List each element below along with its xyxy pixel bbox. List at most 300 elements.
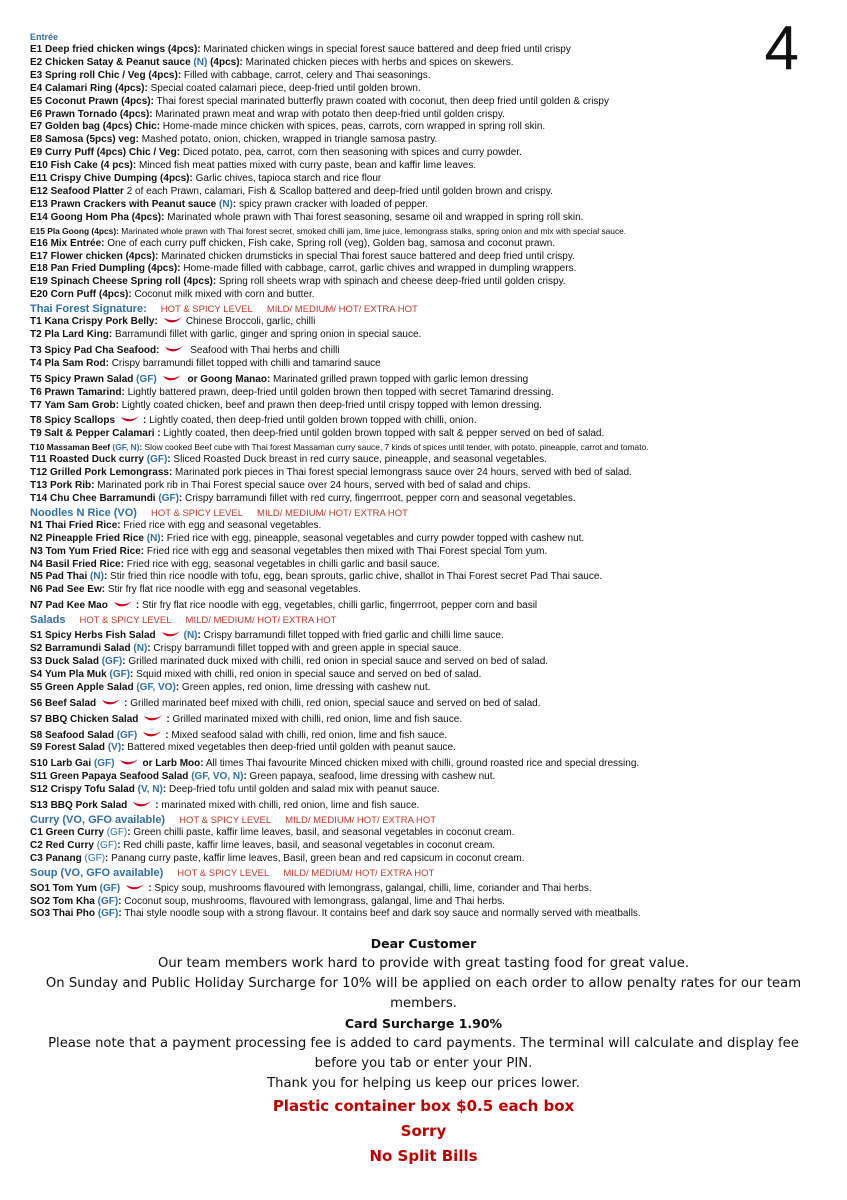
- item-description: Grilled marinated beef mixed with chilli, red onion, special sauce and served on bed of salad.: [127, 697, 541, 709]
- menu-item: [30, 160, 820, 173]
- section-title: Thai Forest Signature:: [30, 303, 147, 316]
- menu-item: [30, 758, 820, 771]
- menu-item: [30, 827, 820, 840]
- item-description: Marinated whole prawn with Thai forest seasoning, sesame oil and wrapped in spring roll skin.: [164, 211, 584, 223]
- menu-item: [30, 454, 820, 467]
- item-code: E15: [30, 225, 45, 236]
- item-name: Spicy Prawn Salad: [44, 373, 134, 385]
- menu-item: [30, 121, 820, 134]
- item-code: E5: [30, 95, 43, 107]
- item-code: E19: [30, 276, 48, 288]
- item-code: S12: [30, 784, 48, 796]
- item-code: E7: [30, 121, 43, 133]
- item-code: N5: [30, 571, 43, 583]
- item-name-suffix: :: [148, 882, 152, 894]
- item-name: Prawn Crackers with Peanut sauce: [50, 198, 217, 210]
- item-description: Coconut milk mixed with corn and butter.: [131, 289, 315, 301]
- menu-item: [30, 643, 820, 656]
- menu-item: [30, 800, 820, 813]
- page-number: 4: [764, 14, 799, 83]
- item-name: Yam Sam Grob:: [44, 399, 119, 411]
- item-code: E11: [30, 173, 48, 185]
- item-name-suffix: :: [165, 729, 169, 741]
- item-name: Red Curry: [45, 839, 94, 851]
- item-name: Grilled Pork Lemongrass:: [50, 467, 173, 479]
- item-name: Prawn Tornado (4pcs):: [45, 108, 153, 120]
- menu-item: [30, 698, 820, 711]
- item-code: T14: [30, 492, 48, 504]
- item-name-suffix: :: [127, 826, 131, 838]
- item-name-suffix: :: [117, 839, 121, 851]
- item-description: Seafood with Thai herbs and chilli: [187, 344, 340, 356]
- menu-item: [30, 251, 820, 264]
- menu-item: [30, 70, 820, 83]
- item-code: T11: [30, 454, 47, 466]
- menu-item: [30, 289, 820, 302]
- dietary-tag: (GF): [109, 668, 131, 680]
- menu-item: [30, 896, 820, 909]
- menu-item: [30, 600, 820, 613]
- item-code: E8: [30, 134, 43, 146]
- customer-notice: [30, 934, 817, 1169]
- menu-item: [30, 467, 820, 480]
- chilli-icon: [125, 883, 145, 892]
- item-code: T3: [30, 344, 42, 356]
- item-name: Duck Salad: [45, 655, 99, 667]
- menu-item: [30, 493, 820, 506]
- item-code: E2: [30, 56, 43, 68]
- item-code: C1: [30, 826, 43, 838]
- item-description: Spring roll sheets wrap with spinach and cheese deep-fried until golden crispy.: [216, 276, 566, 288]
- container-fee-notice: Plastic container box $0.5 each box: [272, 1097, 575, 1115]
- item-name: Deep fried chicken wings (4pcs):: [45, 44, 201, 55]
- item-description: Mixed seafood salad with chilli, red onion, lime and fish sauce.: [168, 729, 448, 741]
- menu-item: [30, 520, 820, 533]
- item-code: T12: [30, 467, 48, 479]
- menu-item: [30, 908, 820, 921]
- menu-item: [30, 147, 820, 160]
- menu-list: [30, 30, 820, 921]
- item-name: Goong Hom Pha (4pcs):: [50, 211, 165, 223]
- item-name: Chicken Satay & Peanut sauce: [45, 56, 191, 68]
- item-description: Slow cooked Beef cube with Thai forest Massaman curry sauce, 7 kinds of spices until tender, with potato, pineapple, carrot and tomato.: [142, 442, 649, 453]
- item-code: C3: [30, 852, 43, 864]
- item-name: Green Papaya Seafood Salad: [50, 771, 189, 783]
- spice-level-label: HOT & SPICY LEVEL: [79, 615, 172, 627]
- menu-item: [30, 883, 820, 896]
- section-title: Noodles N Rice (VO): [30, 506, 137, 519]
- menu-item: [30, 345, 820, 358]
- item-description: Marinated pork pieces in Thai forest special lemongrass sauce over 24 hours, served with bed of salad.: [172, 467, 632, 479]
- spice-level-label: HOT & SPICY LEVEL: [179, 814, 272, 826]
- dietary-tag: (GF): [146, 454, 168, 466]
- chilli-icon: [120, 415, 140, 424]
- dietary-tag: (GF): [101, 655, 123, 667]
- item-name: Pla Goong (4pcs):: [47, 225, 119, 236]
- item-name: Thai Fried Rice:: [45, 519, 121, 531]
- item-code: T6: [30, 386, 42, 398]
- item-name: Pla Sam Rod:: [44, 357, 109, 369]
- menu-item: [30, 44, 820, 57]
- item-name: Thai Pho: [52, 908, 96, 920]
- item-description: spicy prawn cracker with loaded of pepper.: [236, 198, 428, 210]
- dietary-tag: (N): [218, 198, 233, 210]
- item-name: Prawn Tamarind:: [44, 386, 125, 398]
- dietary-tag: (N): [133, 643, 148, 655]
- item-code: N6: [30, 584, 43, 596]
- item-code: SO2: [30, 895, 51, 907]
- menu-item: [30, 374, 820, 387]
- menu-item: [30, 225, 820, 238]
- item-description: Lightly coated, then deep-fried until golden brown topped with chilli, onion.: [146, 415, 477, 427]
- menu-item: [30, 276, 820, 289]
- item-code: E17: [30, 250, 48, 262]
- menu-item: [30, 109, 820, 122]
- section-heading: [30, 507, 820, 520]
- menu-item: [30, 742, 820, 755]
- item-description: Minced fish meat patties mixed with curry paste, bean and kaffir lime leaves.: [136, 160, 477, 172]
- card-surcharge-heading: Card Surcharge 1.90%: [344, 1016, 503, 1031]
- chilli-icon: [143, 714, 163, 723]
- dietary-tag: (GF, VO): [136, 681, 176, 693]
- item-name-suffix: :: [135, 600, 140, 612]
- chilli-icon: [119, 758, 139, 767]
- menu-item: [30, 57, 820, 70]
- dietary-tag: (GF): [136, 373, 157, 385]
- item-name: Yum Pla Muk: [45, 668, 107, 680]
- item-name: Pad Kee Mao: [45, 600, 108, 612]
- item-code: E10: [30, 160, 48, 172]
- spice-level-label: MILD/ MEDIUM/ HOT/ EXTRA HOT: [257, 507, 408, 519]
- chilli-icon: [161, 630, 181, 639]
- item-code: E9: [30, 147, 43, 159]
- item-name: Fish Cake (4 pcs):: [50, 160, 137, 172]
- item-name: Tom Yum Fried Rice:: [45, 545, 145, 557]
- item-description: Marinated grilled prawn topped with garlic lemon dressing: [270, 373, 529, 385]
- item-description: Filled with cabbage, carrot, celery and Thai seasonings.: [181, 69, 431, 81]
- item-code: N1: [30, 519, 43, 531]
- item-description: Special coated calamari piece, deep-fried until golden brown.: [147, 82, 421, 94]
- spice-level-label: HOT & SPICY LEVEL: [150, 507, 244, 519]
- item-name-suffix: :: [118, 895, 122, 907]
- item-name-suffix: :: [118, 908, 122, 920]
- item-name: Larb Gai: [50, 758, 92, 770]
- item-code: N2: [30, 532, 43, 544]
- item-name-suffix: :: [160, 532, 164, 544]
- item-description: Crispy barramundi fillet with red curry, fingerrroot, pepper corn and seasonal vegetables.: [182, 492, 576, 504]
- item-name: Pad Thai: [45, 571, 88, 583]
- item-code: E14: [30, 211, 48, 223]
- item-description: Stir fry flat rice noodle with egg and seasonal vegetables.: [105, 584, 361, 596]
- dietary-tag: (N): [183, 630, 198, 642]
- spice-level-label: MILD/ MEDIUM/ HOT/ EXTRA HOT: [266, 304, 418, 316]
- item-code: T7: [30, 399, 42, 411]
- notice-line-2: On Sunday and Public Holiday Surcharge for 10% will be applied on each order to allow penalty rates for our team members.: [45, 976, 802, 1011]
- item-description: Thai forest special marinated butterfly prawn coated with coconut, then deep fried until golden & crispy: [153, 95, 609, 107]
- item-description: Squid mixed with chilli, red onion in special sauce and served on bed of salad.: [133, 668, 482, 680]
- item-name-suffix: :: [162, 784, 167, 796]
- item-description: Coconut soup, mushrooms, flavoured with lemongrass, galangal, lime and Thai herbs.: [121, 895, 505, 907]
- menu-item: [30, 263, 820, 276]
- dietary-tag: (GF, N): [112, 442, 140, 453]
- item-code: S10: [30, 758, 48, 770]
- item-code: S6: [30, 697, 43, 709]
- item-code: N7: [30, 600, 43, 612]
- item-name: Green Curry: [45, 826, 104, 838]
- menu-item: [30, 358, 820, 371]
- chilli-icon: [142, 730, 162, 739]
- item-name: Spicy Pad Cha Seafood:: [44, 344, 160, 356]
- item-name: Tom Yum: [52, 882, 97, 894]
- item-name: Barramundi Salad: [45, 643, 131, 655]
- item-name: Kana Crispy Pork Belly:: [44, 316, 158, 328]
- item-code: E12: [30, 185, 48, 197]
- item-name-suffix: :: [103, 571, 108, 583]
- menu-item: [30, 840, 820, 853]
- item-or: or: [184, 373, 201, 385]
- item-name: Massaman Beef: [46, 442, 111, 453]
- item-code: S4: [30, 668, 43, 680]
- item-code: E6: [30, 108, 43, 120]
- item-description: All times Thai favourite Minced chicken mixed with chilli, ground roasted rice and special dressing.: [203, 758, 640, 770]
- item-description: Lightly coated, then deep-fried until golden brown topped with salt & pepper served on bed of salad.: [160, 428, 605, 440]
- section-heading: [30, 31, 820, 44]
- dietary-tag: (GF): [93, 758, 115, 770]
- item-name: Seafood Platter: [50, 185, 124, 197]
- dietary-tag: (GF): [97, 895, 119, 907]
- item-description: Barramundi fillet with garlic, ginger and spring onion in special sauce.: [112, 329, 422, 341]
- section-heading: [30, 867, 820, 880]
- item-description: Mashed potato, onion, chicken, wrapped in triangle samosa pastry.: [138, 134, 438, 146]
- item-name-suffix: (4pcs):: [207, 56, 243, 68]
- item-name: BBQ Pork Salad: [50, 800, 128, 812]
- item-code: C2: [30, 839, 43, 851]
- item-name-suffix: :: [121, 742, 125, 754]
- item-description: marinated mixed with chilli, red onion, lime and fish sauce.: [158, 800, 420, 812]
- item-name: Flower chicken (4pcs):: [50, 250, 159, 262]
- item-name: Corn Puff (4pcs):: [50, 289, 132, 301]
- item-description: Garlic chives, tapioca starch and rice flour: [192, 173, 382, 185]
- item-description: Grilled marinated duck mixed with chilli, red onion in special sauce and served on bed of salad.: [125, 655, 549, 667]
- item-code: S3: [30, 655, 43, 667]
- menu-item: [30, 134, 820, 147]
- item-description: Green chilli paste, kaffir lime leaves, basil, and seasonal vegetables in coconut cream.: [130, 826, 515, 838]
- item-name: Pan Fried Dumpling (4pcs):: [50, 263, 181, 275]
- item-description: Spicy soup, mushrooms flavoured with lemongrass, galangal, chilli, lime, coriander and Thai herbs.: [151, 882, 592, 894]
- dietary-tag: (GF): [99, 882, 121, 894]
- item-description: Marinated chicken wings in special forest sauce battered and deep fried until crispy: [200, 44, 571, 55]
- item-description: Lightly battered prawn, deep-fried until golden brown then topped with secret Tamarind dressing.: [124, 386, 554, 398]
- item-name-suffix: :: [243, 771, 247, 783]
- item-name-suffix: :: [139, 442, 143, 453]
- item-description: Deep-fried tofu until golden and salad mix with peanut sauce.: [166, 784, 440, 796]
- item-description: Fried rice with egg, pineapple, seasonal vegetables and curry powder topped with cashew nut.: [163, 532, 585, 544]
- menu-item: [30, 771, 820, 784]
- item-name: Mix Entrée:: [50, 237, 105, 249]
- menu-item: [30, 173, 820, 186]
- menu-item: [30, 682, 820, 695]
- chilli-icon: [162, 374, 182, 383]
- item-description: Marinated whole prawn with Thai forest secret, smoked chilli jam, lime juice, lemongrass stalks, spring onion and mix with special sauce.: [118, 225, 627, 236]
- item-code: T8: [30, 415, 42, 427]
- item-code: SO1: [30, 882, 51, 894]
- spice-level-label: MILD/ MEDIUM/ HOT/ EXTRA HOT: [283, 867, 435, 879]
- item-code: T13: [30, 480, 48, 491]
- item-name: Basil Fried Rice:: [45, 558, 124, 570]
- menu-item: [30, 853, 820, 866]
- menu-item: [30, 186, 820, 199]
- item-code: E16: [30, 237, 48, 249]
- item-description: Stir fried thin rice noodle with tofu, egg, bean sprouts, garlic chive, shallot in Thai Forest secret Pad Thai sauce.: [107, 571, 603, 583]
- item-code: E1: [30, 44, 43, 55]
- item-description: Sliced Roasted Duck breast in red curry sauce, pineapple, and seasonal vegetables.: [170, 454, 547, 466]
- item-description: Green apples, red onion, lime dressing with cashew nut.: [179, 681, 431, 693]
- item-name: Curry Puff (4pcs) Chic / Veg:: [45, 147, 181, 159]
- item-name-suffix: :: [124, 697, 128, 709]
- notice-line-3: Please note that a payment processing fee is added to card payments. The terminal will calculate and display fee before you tab or enter your PIN.: [48, 1036, 799, 1071]
- item-description: Panang curry paste, kaffir lime leaves, Basil, green bean and red capsicum in coconut cream.: [108, 852, 525, 864]
- item-name-suffix: :: [122, 655, 126, 667]
- section-title: Entrée: [30, 32, 59, 42]
- item-alt-name: Goong Manao:: [200, 373, 271, 385]
- item-code: S9: [30, 742, 43, 754]
- menu-item: [30, 400, 820, 413]
- menu-item: [30, 571, 820, 584]
- dietary-tag: (GF): [84, 852, 106, 864]
- dietary-tag: (V, N): [137, 784, 163, 796]
- item-code: T4: [30, 357, 42, 369]
- item-code: S7: [30, 713, 43, 725]
- item-code: N3: [30, 545, 43, 557]
- item-description: 2 of each Prawn, calamari, Fish & Scallop battered and deep-fried until golden brown and crispy.: [123, 185, 553, 197]
- item-description: Home-made filled with cabbage, carrot, garlic chives and wrapped in dumpling wrappers.: [180, 263, 577, 275]
- item-name: Spring roll Chic / Veg (4pcs):: [45, 69, 182, 81]
- dietary-tag: (N): [90, 571, 104, 583]
- item-name-suffix: :: [155, 800, 159, 812]
- dietary-tag: (GF): [96, 839, 118, 851]
- item-description: Marinated pork rib in Thai Forest special sauce over 24 hours, served with bed of salad and chips.: [94, 480, 531, 491]
- item-name: Beef Salad: [45, 697, 97, 709]
- chilli-icon: [163, 316, 183, 325]
- dietary-tag: (GF): [106, 826, 128, 838]
- item-description: Crispy barramundi fillet topped with and green apple in special sauce.: [150, 643, 462, 655]
- notice-line-1: Our team members work hard to provide with great tasting food for great value.: [157, 956, 690, 971]
- item-description: Marinated chicken drumsticks in special Thai forest sauce battered and deep fried until crispy.: [158, 250, 575, 262]
- chilli-icon: [113, 600, 133, 609]
- item-code: T2: [30, 329, 42, 341]
- item-code: E4: [30, 82, 43, 94]
- menu-item: [30, 316, 820, 329]
- dietary-tag: (N): [193, 56, 208, 68]
- item-name: Calamari Ring (4pcs):: [45, 82, 148, 94]
- menu-item: [30, 784, 820, 797]
- item-name-suffix: :: [130, 668, 134, 680]
- item-name: BBQ Chicken Salad: [45, 713, 139, 725]
- item-code: E18: [30, 263, 48, 275]
- item-name: Pineapple Fried Rice: [45, 532, 144, 544]
- menu-item: [30, 441, 820, 454]
- item-description: Marinated chicken pieces with herbs and spices on skewers.: [242, 56, 514, 68]
- dietary-tag: (N): [146, 532, 161, 544]
- item-description: Lightly coated chicken, beef and prawn then deep-fried until crispy topped with lemon dressing.: [118, 399, 542, 411]
- spice-level-label: MILD/ MEDIUM/ HOT/ EXTRA HOT: [285, 814, 437, 826]
- item-code: S2: [30, 643, 43, 655]
- item-name: Seafood Salad: [45, 729, 114, 741]
- item-name: Roasted Duck curry: [49, 454, 144, 466]
- item-name: Spicy Scallops: [44, 415, 116, 427]
- section-title: Soup (VO, GFO available): [30, 866, 164, 879]
- item-name: Crispy Chive Dumping (4pcs):: [50, 173, 193, 185]
- chilli-icon: [132, 800, 152, 809]
- item-description: Battered mixed vegetables then deep-fried until golden with peanut sauce.: [124, 742, 456, 754]
- item-description: Thai style noodle soup with a strong flavour. It contains beef and dark soy sauce and normally served with meatballs.: [121, 908, 641, 920]
- menu-item: [30, 212, 820, 225]
- item-name: Samosa (5pcs) veg:: [45, 134, 139, 146]
- item-description: Fried rice with egg and seasonal vegetables then mixed with Thai Forest special Tom yum.: [144, 545, 548, 557]
- section-heading: [30, 814, 820, 827]
- item-or: or: [142, 758, 156, 770]
- item-name-suffix: :: [197, 630, 201, 642]
- item-name-suffix: :: [232, 198, 237, 210]
- item-name-suffix: :: [105, 852, 109, 864]
- spice-level-label: MILD/ MEDIUM/ HOT/ EXTRA HOT: [185, 615, 337, 627]
- item-name: Spicy Herbs Fish Salad: [45, 630, 156, 642]
- menu-item: [30, 83, 820, 96]
- item-name-suffix: :: [178, 492, 183, 504]
- item-code: T9: [30, 428, 42, 440]
- item-name: Golden bag (4pcs) Chic:: [45, 121, 161, 133]
- item-code: E20: [30, 289, 48, 301]
- item-code: S8: [30, 729, 43, 741]
- item-name: Tom Kha: [52, 895, 95, 907]
- item-description: Marinated prawn meat and wrap with potato then deep-fried until golden crispy.: [152, 108, 505, 120]
- item-code: N4: [30, 558, 43, 570]
- item-description: Fried rice with egg, seasonal vegetables in chilli garlic and basil sauce.: [123, 558, 440, 570]
- item-code: SO3: [30, 908, 51, 920]
- dietary-tag: (GF, VO, N): [191, 771, 244, 783]
- item-name: Crispy Tofu Salad: [50, 784, 135, 796]
- item-code: S5: [30, 681, 43, 693]
- item-description: Stir fry flat rice noodle with egg, vegetables, chilli garlic, fingerrroot, pepper corn and basil: [139, 600, 538, 612]
- item-description: Grilled marinated mixed with chilli, red onion, lime and fish sauce.: [169, 713, 463, 725]
- spice-level-label: HOT & SPICY LEVEL: [177, 867, 270, 879]
- item-name: Green Apple Salad: [45, 681, 134, 693]
- menu-item: [30, 96, 820, 109]
- item-description: Crispy barramundi fillet topped with fried garlic and chilli lime sauce.: [200, 630, 504, 642]
- item-description: Green papaya, seafood, lime dressing with cashew nut.: [246, 771, 496, 783]
- menu-item: [30, 714, 820, 727]
- item-code: T10: [30, 442, 45, 453]
- menu-item: [30, 584, 820, 597]
- menu-item: [30, 387, 820, 400]
- item-name: Panang: [45, 852, 82, 864]
- item-name: Pork Rib:: [50, 480, 95, 491]
- item-description: Crispy barramundi fillet topped with chilli and tamarind sauce: [108, 357, 381, 369]
- sorry-notice: Sorry: [400, 1122, 447, 1140]
- item-name: Pad See Ew:: [45, 584, 106, 596]
- item-name-suffix: :: [143, 415, 147, 427]
- item-name-suffix: :: [166, 713, 170, 725]
- menu-item: [30, 415, 820, 428]
- menu-item: [30, 669, 820, 682]
- section-title: Curry (VO, GFO available): [30, 813, 166, 826]
- section-title: Salads: [30, 614, 66, 627]
- chilli-icon: [164, 345, 184, 354]
- menu-item: [30, 533, 820, 546]
- menu-item: [30, 199, 820, 212]
- item-code: S11: [30, 771, 48, 783]
- item-code: S1: [30, 630, 43, 642]
